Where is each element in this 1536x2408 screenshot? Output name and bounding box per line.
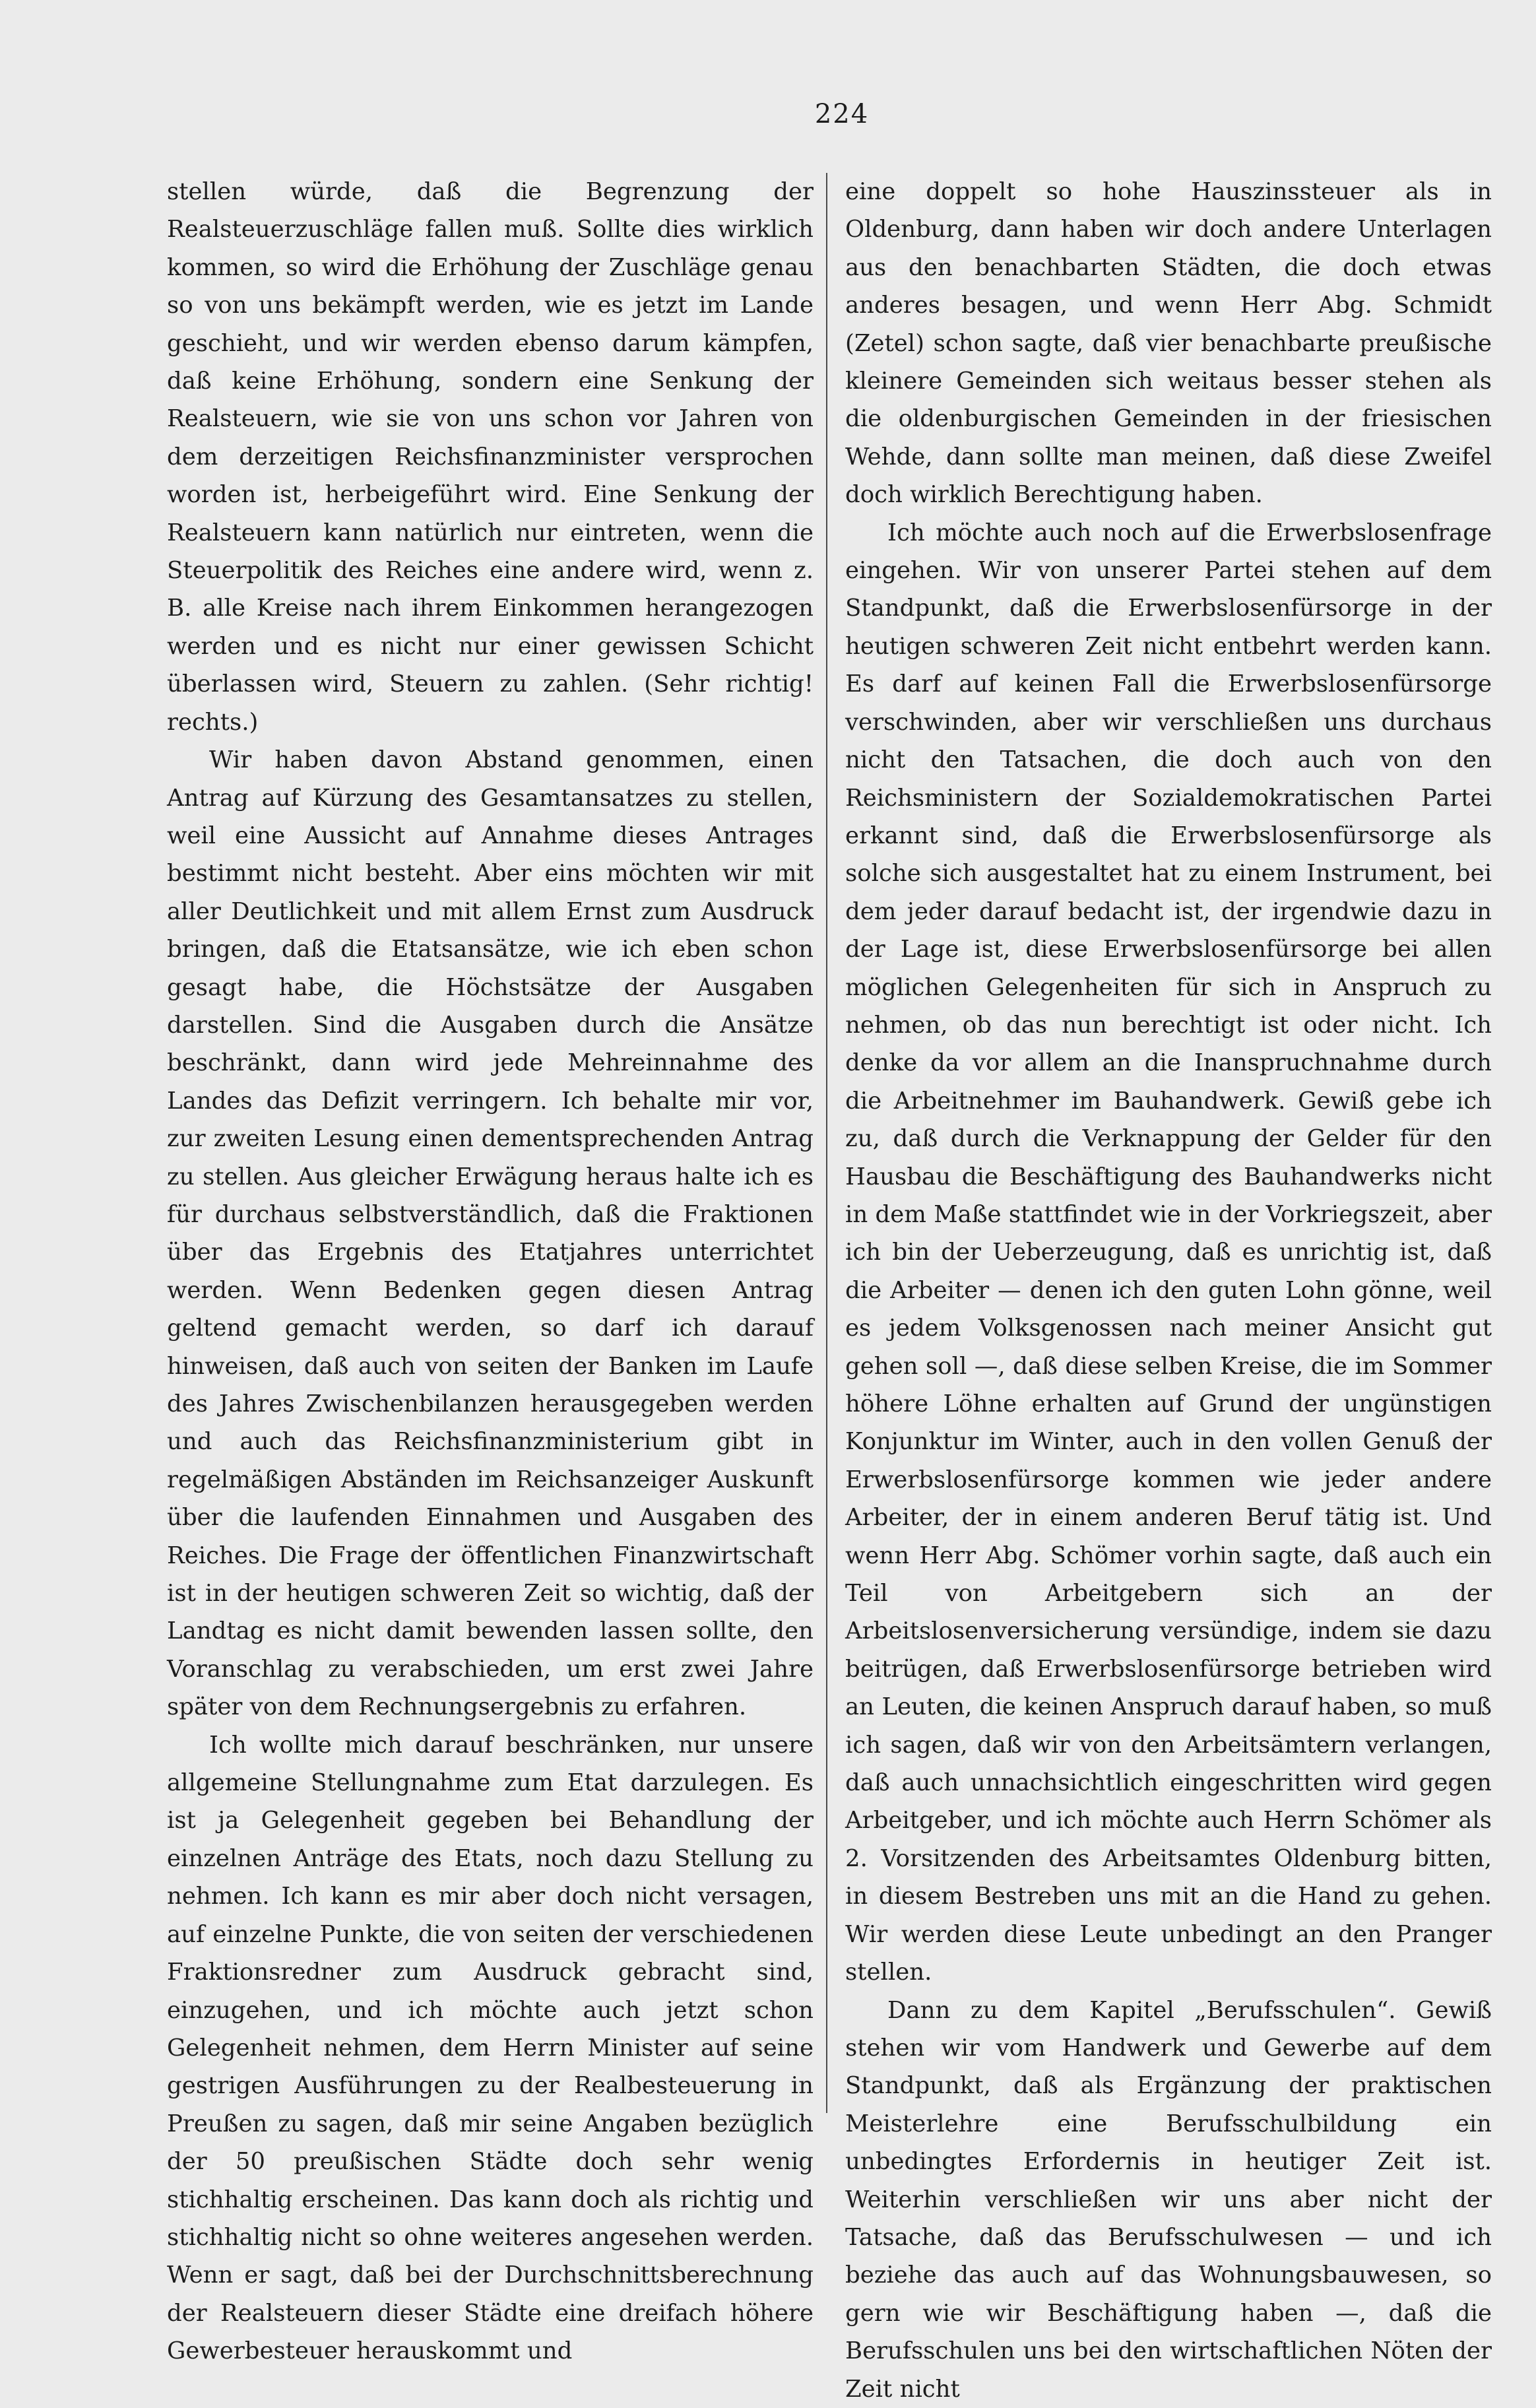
left-paragraph-3: Ich wollte mich darauf beschränken, nur unsere allgemeine Stellungnahme zum Etat darzulegen. Es ist ja Gelegenheit gegeben bei Behandlung der einzelnen Anträge des Etats, noch dazu Stellung zu nehmen. Ich kann es mir aber doch nicht versagen, auf einzelne Punkte, die von seiten der verschiedenen Fraktionsredner zum Ausdruck gebracht sind, einzugehen, und ich möchte auch jetzt schon Gelegenheit nehmen, dem Herrn Minister auf seine gestrigen Ausführungen zu der Realbesteuerung in Preußen zu sagen, daß mir seine Angaben bezüglich der 50 preußischen Städte doch sehr wenig stichhaltig erscheinen. Das kann doch als richtig und stichhaltig nicht so ohne weiteres angesehen werden. Wenn er sagt, daß bei der Durchschnittsberechnung der Realsteuern dieser Städte eine dreifach höhere Gewerbesteuer herauskommt und (167, 1731, 814, 2365)
right-paragraph-2: Ich möchte auch noch auf die Erwerbslosenfrage eingehen. Wir von unserer Partei stehen auf dem Standpunkt, daß die Erwerbslosenfürsorge in der heutigen schweren Zeit nicht entbehrt werden kann. Es darf auf keinen Fall die Erwerbslosenfürsorge verschwinden, aber wir verschließen uns durchaus nicht den Tatsachen, die doch auch von den Reichsministern der Sozialdemokratischen Partei erkannt sind, daß die Erwerbslosenfürsorge als solche sich ausgestaltet hat zu einem Instrument, bei dem jeder darauf bedacht ist, der irgendwie dazu in der Lage ist, diese Erwerbslosenfürsorge bei allen möglichen Gelegenheiten für sich in Anspruch zu nehmen, ob das nun berechtigt ist oder nicht. Ich denke da vor allem an die Inanspruchnahme durch die Arbeitnehmer im Bauhandwerk. Gewiß gebe ich zu, daß durch die Verknappung der Gelder für den Hausbau die Beschäftigung des Bauhandwerks nicht in dem Maße stattfindet wie in der Vorkriegszeit, aber ich bin der Ueberzeugung, daß es unrichtig ist, daß die Arbeiter — denen ich den guten Lohn gönne, weil es jedem Volksgenossen nach meiner Ansicht gut gehen soll —, daß diese selben Kreise, die im Sommer höhere Löhne erhalten auf Grund der ungünstigen Konjunktur im Winter, auch in den vollen Genuß der Erwerbslosenfürsorge kommen wie jeder andere Arbeiter, der in einem anderen Beruf tätig ist. Und wenn Herr Abg. Schömer vorhin sagte, daß auch ein Teil von Arbeitgebern sich an der Arbeitslosenversicherung versündige, indem sie dazu beitrügen, daß Erwerbslosenfürsorge betrieben wird an Leuten, die keinen Anspruch darauf haben, so muß ich sagen, daß wir von den Arbeitsämtern verlangen, daß auch unnachsichtlich eingeschritten wird gegen Arbeitgeber, und ich möchte auch Herrn Schömer als 2. Vorsitzenden des Arbeitsamtes Oldenburg bitten, in diesem Bestreben uns mit an die Hand zu gehen. Wir werden diese Leute unbedingt an den Pranger stellen. (845, 519, 1492, 1986)
left-paragraph-2: Wir haben davon Abstand genommen, einen Antrag auf Kürzung des Gesamtansatzes zu stellen, weil eine Aussicht auf Annahme dieses Antrages bestimmt nicht besteht. Aber eins möchten wir mit aller Deutlichkeit und mit allem Ernst zum Ausdruck bringen, daß die Etatsansätze, wie ich eben schon gesagt habe, die Höchstsätze der Ausgaben darstellen. Sind die Ausgaben durch die Ansätze beschränkt, dann wird jede Mehreinnahme des Landes das Defizit verringern. Ich behalte mir vor, zur zweiten Lesung einen dementsprechenden Antrag zu stellen. Aus gleicher Erwägung heraus halte ich es für durchaus selbstverständlich, daß die Fraktionen über das Ergebnis des Etatjahres unterrichtet werden. Wenn Bedenken gegen diesen Antrag geltend gemacht werden, so darf ich darauf hinweisen, daß auch von seiten der Banken im Laufe des Jahres Zwischenbilanzen herausgegeben werden und auch das Reichsfinanzministerium gibt in regelmäßigen Abständen im Reichsanzeiger Auskunft über die laufenden Einnahmen und Ausgaben des Reiches. Die Frage der öffentlichen Finanzwirtschaft ist in der heutigen schweren Zeit so wichtig, daß der Landtag es nicht damit bewenden lassen sollte, den Voranschlag zu verabschieden, um erst zwei Jahre später von dem Rechnungsergebnis zu erfahren. (167, 746, 814, 1721)
right-paragraph-1: eine doppelt so hohe Hauszinssteuer als in Oldenburg, dann haben wir doch andere Unterlagen aus den benachbarten Städten, die doch etwas anderes besagen, und wenn Herr Abg. Schmidt (Zetel) schon sagte, daß vier benachbarte preußische kleinere Gemeinden sich weitaus besser stehen als die oldenburgischen Gemeinden in der friesischen Wehde, dann sollte man meinen, daß diese Zweifel doch wirklich Berechtigung haben. (845, 178, 1492, 509)
left-paragraph-1: stellen würde, daß die Begrenzung der Realsteuerzuschläge fallen muß. Sollte dies wirklich kommen, so wird die Erhöhung der Zuschläge genau so von uns bekämpft werden, wie es jetzt im Lande geschieht, und wir werden ebenso darum kämpfen, daß keine Erhöhung, sondern eine Senkung der Realsteuern, wie sie von uns schon vor Jahren von dem derzeitigen Reichsfinanzminister versprochen worden ist, herbeigeführt wird. Eine Senkung der Realsteuern kann natürlich nur eintreten, wenn die Steuerpolitik des Reiches eine andere wird, wenn z. B. alle Kreise nach ihrem Einkommen herangezogen werden und es nicht nur einer gewissen Schicht überlassen wird, Steuern zu zahlen. (Sehr richtig! rechts.) (167, 178, 814, 736)
column-divider (826, 173, 827, 2113)
left-column (167, 173, 814, 2365)
right-paragraph-3: Dann zu dem Kapitel „Berufsschulen“. Gewiß stehen wir vom Handwerk und Gewerbe auf dem Standpunkt, daß als Ergänzung der praktischen Meisterlehre eine Berufsschulbildung ein unbedingtes Erfordernis in heutiger Zeit ist. Weiterhin verschließen wir uns aber nicht der Tatsache, daß das Berufsschulwesen — und ich beziehe das auch auf das Wohnungsbauwesen, so gern wie wir Beschäftigung haben —, daß die Berufsschulen uns bei den wirtschaftlichen Nöten der Zeit nicht (845, 1996, 1492, 2403)
page-number: 224 (814, 99, 870, 129)
right-column (845, 173, 1492, 2403)
